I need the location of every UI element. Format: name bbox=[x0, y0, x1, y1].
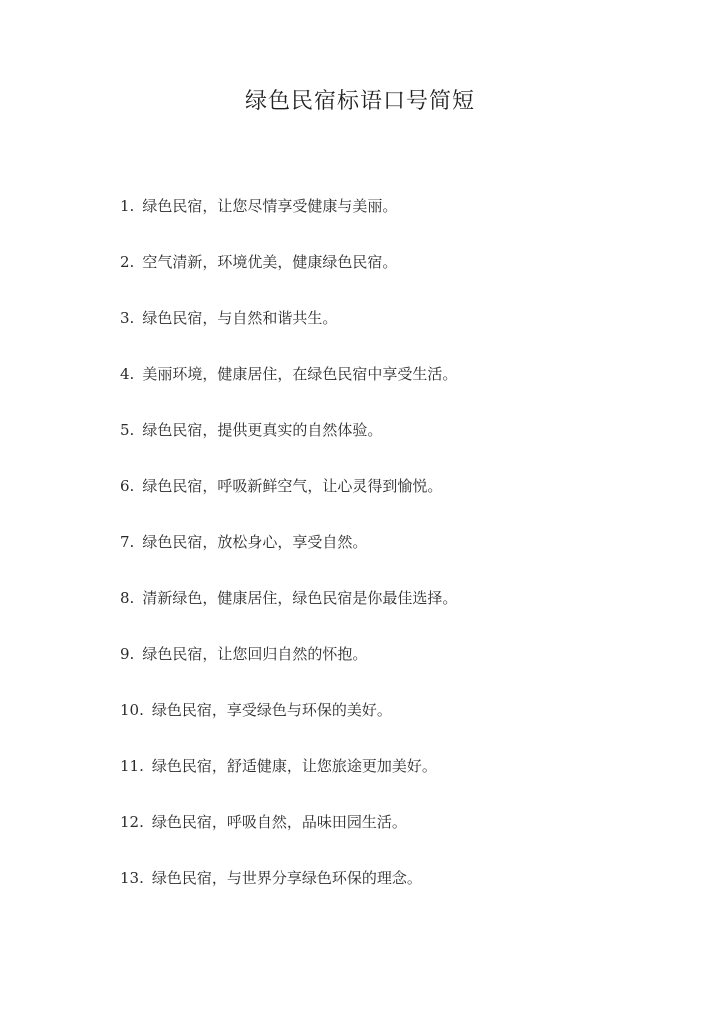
slogan-list bbox=[120, 194, 680, 922]
item-text: 绿色民宿，与世界分享绿色环保的理念。 bbox=[151, 869, 422, 887]
item-number: 6. bbox=[120, 477, 135, 495]
item-number: 9. bbox=[120, 645, 135, 663]
item-text: 美丽环境，健康居住，在绿色民宿中享受生活。 bbox=[142, 365, 458, 383]
item-number: 11. bbox=[120, 757, 144, 775]
list-item bbox=[120, 642, 680, 698]
list-item bbox=[120, 194, 680, 250]
document-title: 绿色民宿标语口号简短 bbox=[244, 89, 475, 114]
list-item bbox=[120, 474, 680, 530]
list-item bbox=[120, 754, 680, 810]
item-number: 2. bbox=[120, 253, 135, 271]
item-text: 绿色民宿，呼吸自然，品味田园生活。 bbox=[151, 813, 407, 831]
item-text: 绿色民宿，与自然和谐共生。 bbox=[142, 309, 338, 327]
list-item bbox=[120, 866, 680, 922]
item-text: 清新绿色，健康居住，绿色民宿是你最佳选择。 bbox=[142, 589, 458, 607]
item-number: 10. bbox=[120, 701, 144, 719]
item-text: 绿色民宿，呼吸新鲜空气，让心灵得到愉悦。 bbox=[142, 477, 443, 495]
item-number: 7. bbox=[120, 533, 135, 551]
list-item bbox=[120, 530, 680, 586]
item-text: 绿色民宿，舒适健康，让您旅途更加美好。 bbox=[151, 757, 437, 775]
list-item bbox=[120, 362, 680, 418]
list-item bbox=[120, 698, 680, 754]
item-text: 绿色民宿，让您回归自然的怀抱。 bbox=[142, 645, 368, 663]
item-number: 12. bbox=[120, 813, 144, 831]
list-item bbox=[120, 586, 680, 642]
item-number: 1. bbox=[120, 197, 135, 215]
list-item bbox=[120, 306, 680, 362]
item-text: 绿色民宿，让您尽情享受健康与美丽。 bbox=[142, 197, 398, 215]
item-text: 绿色民宿，提供更真实的自然体验。 bbox=[142, 421, 383, 439]
list-item bbox=[120, 250, 680, 306]
item-text: 绿色民宿，放松身心，享受自然。 bbox=[142, 533, 368, 551]
list-item bbox=[120, 418, 680, 474]
item-number: 13. bbox=[120, 869, 144, 887]
item-number: 8. bbox=[120, 589, 135, 607]
item-number: 4. bbox=[120, 365, 135, 383]
item-text: 空气清新，环境优美，健康绿色民宿。 bbox=[142, 253, 398, 271]
list-item bbox=[120, 810, 680, 866]
item-number: 5. bbox=[120, 421, 135, 439]
item-number: 3. bbox=[120, 309, 135, 327]
item-text: 绿色民宿，享受绿色与环保的美好。 bbox=[151, 701, 392, 719]
